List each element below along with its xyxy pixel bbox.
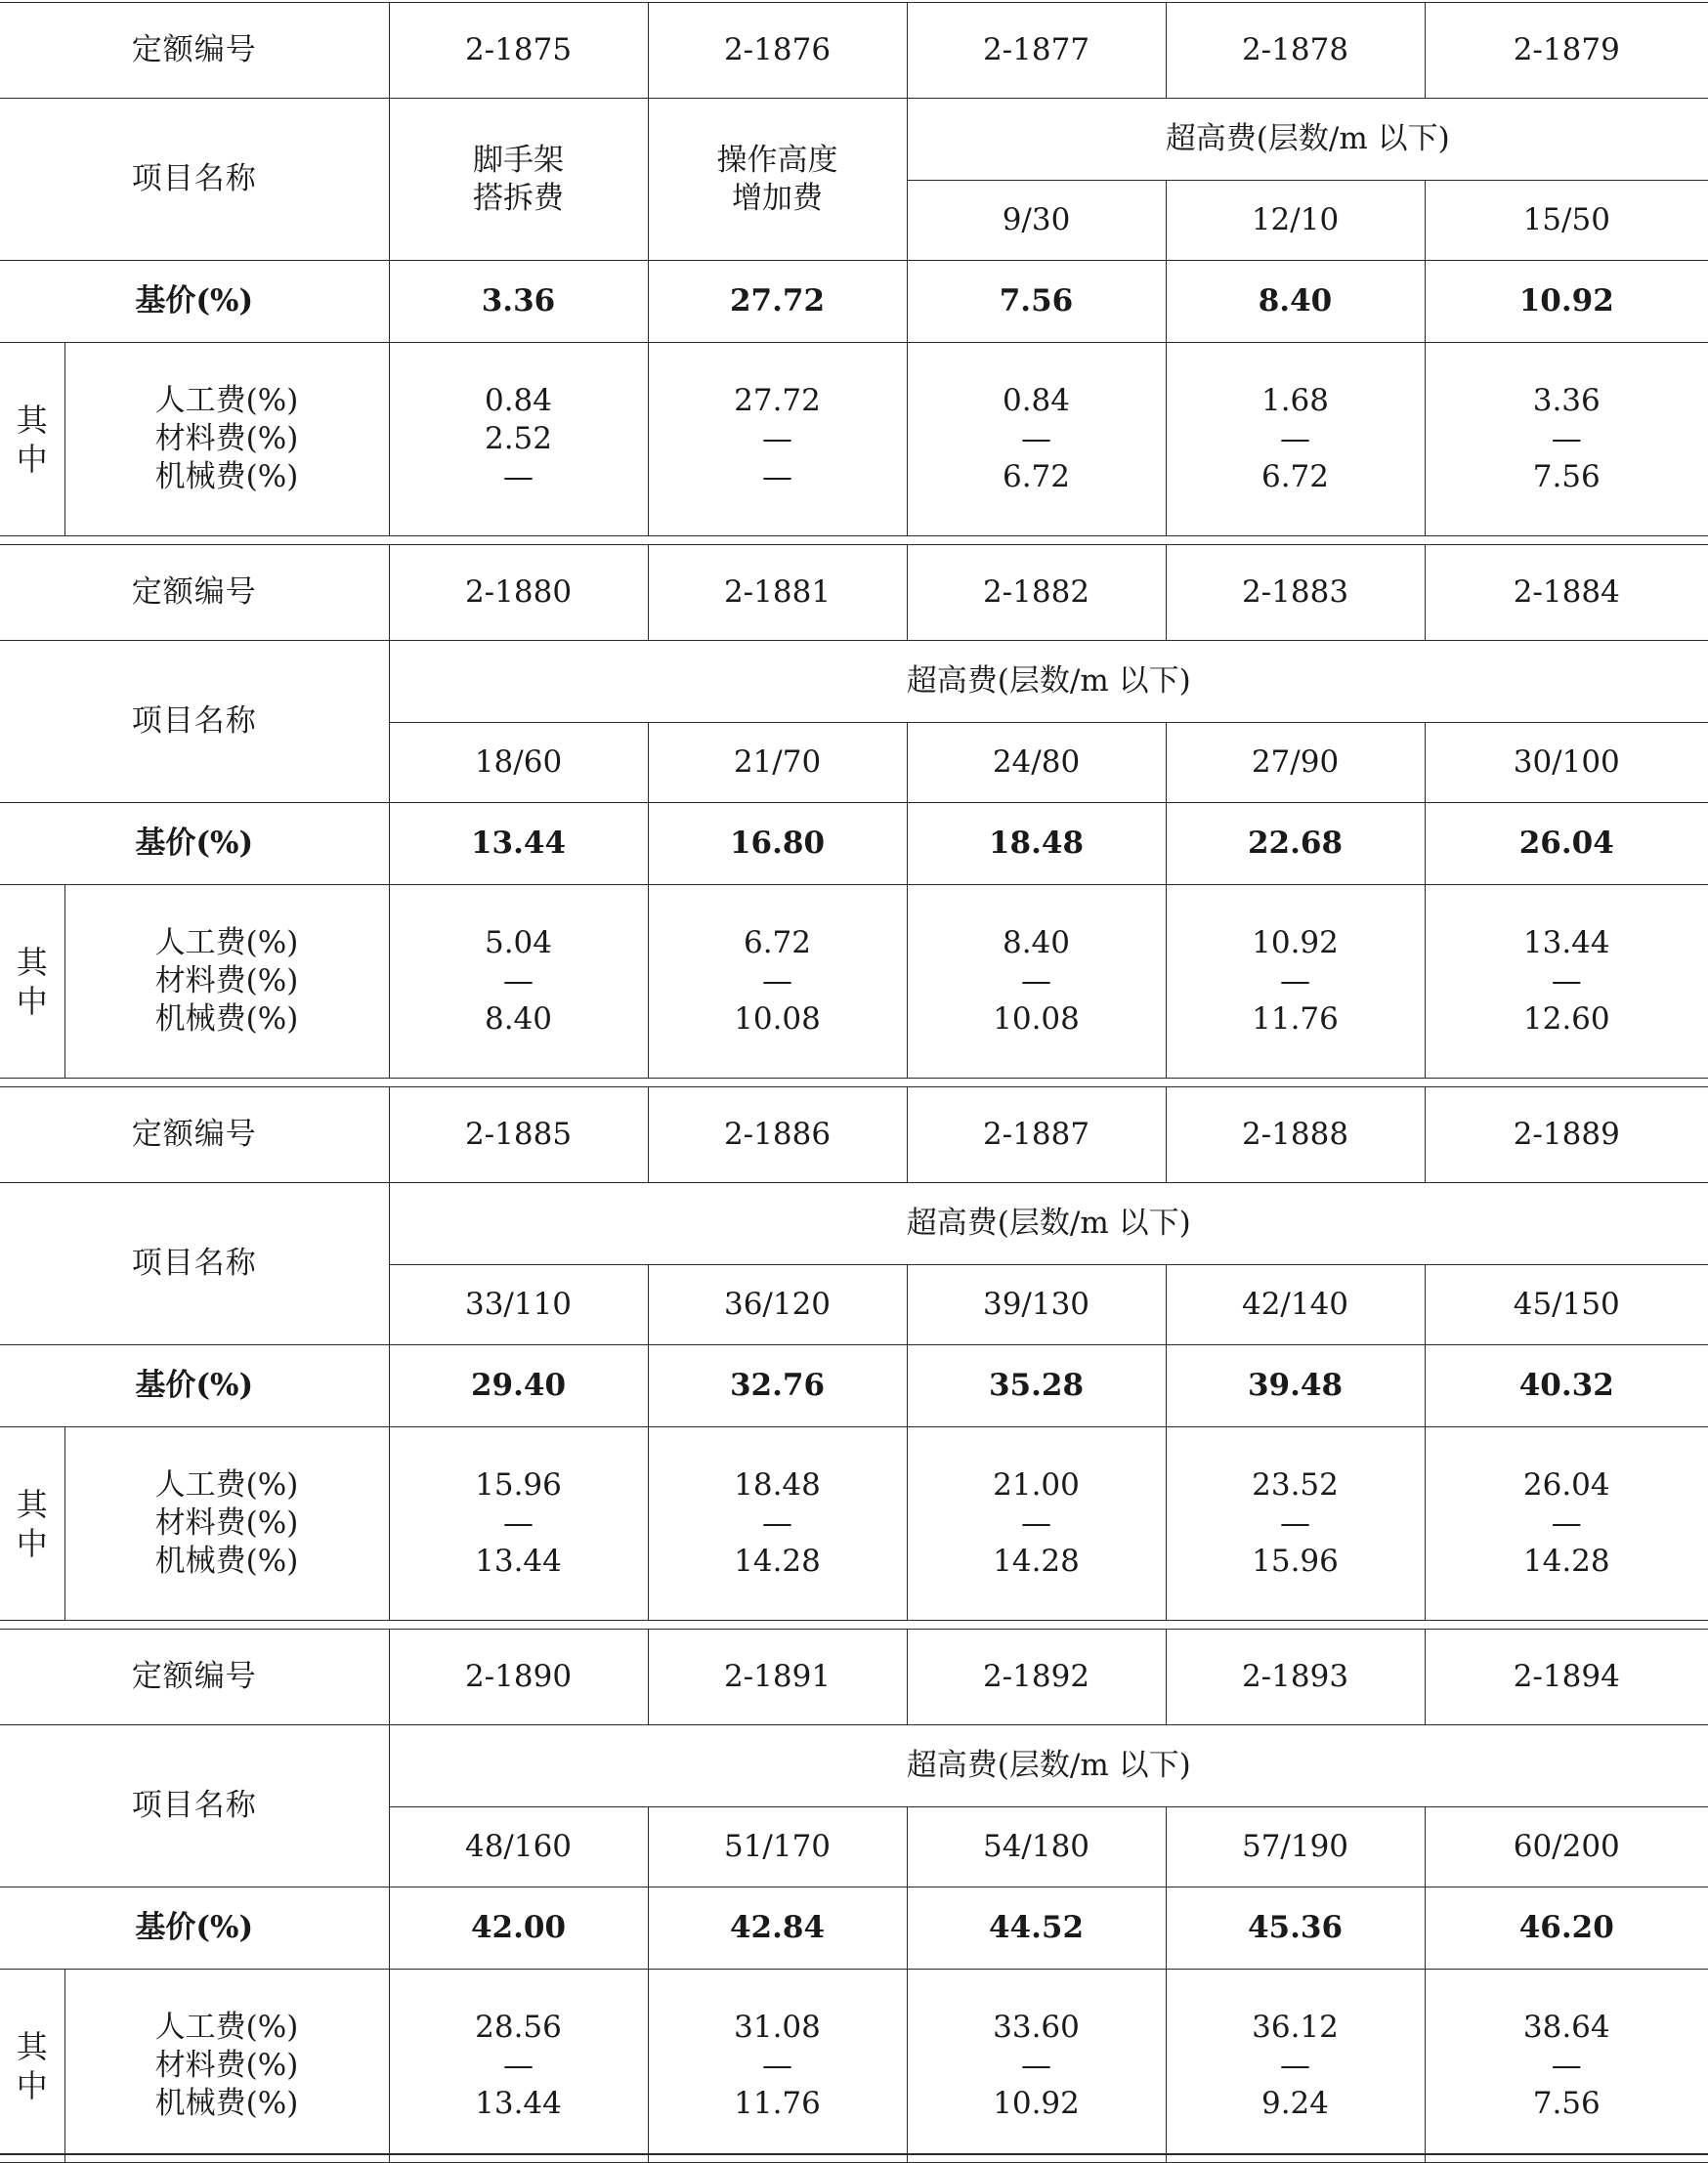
labor-cost-value: 8.40 <box>908 924 1166 962</box>
of-which-char: 其 <box>0 401 64 440</box>
base-price-row <box>0 1887 1708 1970</box>
cost-component-labels <box>64 885 389 1079</box>
base-price-label: 基价(%) <box>0 803 389 885</box>
machine-cost-value: 10.08 <box>908 1000 1166 1039</box>
labor-cost-value: 27.72 <box>649 382 907 420</box>
machine-cost-value: 13.44 <box>390 1543 648 1581</box>
machine-cost-value: — <box>649 458 907 496</box>
cost-breakdown-cell <box>389 1970 648 2163</box>
item-name-label: 项目名称 <box>0 1725 389 1887</box>
cost-breakdown-cell <box>907 885 1166 1079</box>
cost-breakdown-cell <box>1425 343 1708 536</box>
material-cost-value: 2.52 <box>390 420 648 458</box>
base-price-cell: 39.48 <box>1166 1345 1425 1427</box>
floor-height-subheader: 24/80 <box>907 723 1166 803</box>
labor-cost-value: 38.64 <box>1426 2009 1708 2047</box>
machine-cost-value: 8.40 <box>390 1000 648 1039</box>
of-which-char: 其 <box>0 1485 64 1524</box>
machine-cost-value: 14.28 <box>1426 1543 1708 1581</box>
base-price-cell: 32.76 <box>648 1345 907 1427</box>
floor-height-subheader: 48/160 <box>389 1807 648 1887</box>
quota-section-table <box>0 1086 1708 1621</box>
base-price-label: 基价(%) <box>0 1887 389 1970</box>
material-cost-value: — <box>390 962 648 1000</box>
base-price-cell: 18.48 <box>907 803 1166 885</box>
labor-cost-value: 31.08 <box>649 2009 907 2047</box>
super-height-group-header: 超高费(层数/m 以下) <box>389 1183 1708 1265</box>
quota-code-cell: 2-1887 <box>907 1087 1166 1183</box>
quota-code-cell: 2-1881 <box>648 545 907 641</box>
of-which-char: 中 <box>0 2066 64 2105</box>
quota-code-row <box>0 545 1708 641</box>
cost-component-label: 机械费(%) <box>65 1000 389 1039</box>
quota-code-cell: 2-1884 <box>1425 545 1708 641</box>
item-name-label: 项目名称 <box>0 1183 389 1345</box>
base-price-cell: 45.36 <box>1166 1887 1425 1970</box>
material-cost-value: — <box>908 1505 1166 1543</box>
material-cost-value: — <box>908 962 1166 1000</box>
cost-breakdown-cell <box>648 1970 907 2163</box>
cost-component-label: 材料费(%) <box>65 420 389 458</box>
of-which-label <box>0 885 64 1079</box>
material-cost-value: — <box>1167 962 1425 1000</box>
of-which-char: 中 <box>0 1524 64 1563</box>
base-price-cell: 42.00 <box>389 1887 648 1970</box>
cost-breakdown-cell <box>389 885 648 1079</box>
item-name-line: 脚手架 <box>390 142 648 180</box>
base-price-cell: 13.44 <box>389 803 648 885</box>
item-name-row <box>0 641 1708 723</box>
material-cost-value: — <box>1167 420 1425 458</box>
machine-cost-value: 12.60 <box>1426 1000 1708 1039</box>
quota-code-cell: 2-1878 <box>1166 3 1425 99</box>
cost-component-label: 人工费(%) <box>65 2009 389 2047</box>
quota-code-cell: 2-1879 <box>1425 3 1708 99</box>
cost-component-label: 材料费(%) <box>65 2047 389 2085</box>
machine-cost-value: 11.76 <box>649 2085 907 2123</box>
super-height-group-header: 超高费(层数/m 以下) <box>389 1725 1708 1807</box>
labor-cost-value: 36.12 <box>1167 2009 1425 2047</box>
quota-code-cell: 2-1892 <box>907 1630 1166 1725</box>
cost-breakdown-cell <box>389 343 648 536</box>
material-cost-value: — <box>1426 962 1708 1000</box>
base-price-cell: 8.40 <box>1166 261 1425 343</box>
base-price-label: 基价(%) <box>0 261 389 343</box>
material-cost-value: — <box>390 1505 648 1543</box>
base-price-cell: 42.84 <box>648 1887 907 1970</box>
material-cost-value: — <box>1167 1505 1425 1543</box>
base-price-cell: 27.72 <box>648 261 907 343</box>
labor-cost-value: 13.44 <box>1426 924 1708 962</box>
of-which-label <box>0 1970 64 2163</box>
super-height-group-header: 超高费(层数/m 以下) <box>907 99 1708 181</box>
cost-breakdown-row <box>0 1427 1708 1621</box>
cost-component-labels <box>64 1427 389 1621</box>
floor-height-subheader: 21/70 <box>648 723 907 803</box>
labor-cost-value: 1.68 <box>1167 382 1425 420</box>
quota-code-cell: 2-1885 <box>389 1087 648 1183</box>
cost-breakdown-row <box>0 885 1708 1079</box>
floor-height-subheader: 57/190 <box>1166 1807 1425 1887</box>
item-name-cell <box>389 99 648 261</box>
quota-code-cell: 2-1894 <box>1425 1630 1708 1725</box>
labor-cost-value: 0.84 <box>908 382 1166 420</box>
cost-breakdown-cell <box>648 343 907 536</box>
cost-breakdown-cell <box>907 1970 1166 2163</box>
base-price-cell: 10.92 <box>1425 261 1708 343</box>
of-which-label <box>0 1427 64 1621</box>
floor-height-subheader: 39/130 <box>907 1265 1166 1345</box>
quota-code-cell: 2-1876 <box>648 3 907 99</box>
floor-height-subheader: 27/90 <box>1166 723 1425 803</box>
base-price-cell: 22.68 <box>1166 803 1425 885</box>
base-price-cell: 29.40 <box>389 1345 648 1427</box>
labor-cost-value: 5.04 <box>390 924 648 962</box>
floor-height-subheader: 12/10 <box>1166 181 1425 261</box>
quota-code-cell: 2-1883 <box>1166 545 1425 641</box>
super-height-group-header: 超高费(层数/m 以下) <box>389 641 1708 723</box>
machine-cost-value: 6.72 <box>1167 458 1425 496</box>
quota-code-cell: 2-1880 <box>389 545 648 641</box>
labor-cost-value: 15.96 <box>390 1466 648 1505</box>
labor-cost-value: 33.60 <box>908 2009 1166 2047</box>
machine-cost-value: — <box>390 458 648 496</box>
quota-code-row <box>0 1630 1708 1725</box>
base-price-row <box>0 261 1708 343</box>
quota-code-label: 定额编号 <box>0 1630 389 1725</box>
quota-code-cell: 2-1890 <box>389 1630 648 1725</box>
machine-cost-value: 9.24 <box>1167 2085 1425 2123</box>
cost-component-labels <box>64 343 389 536</box>
floor-height-subheader: 60/200 <box>1425 1807 1708 1887</box>
base-price-row <box>0 1345 1708 1427</box>
labor-cost-value: 23.52 <box>1167 1466 1425 1505</box>
quota-code-row <box>0 3 1708 99</box>
machine-cost-value: 15.96 <box>1167 1543 1425 1581</box>
cost-component-label: 机械费(%) <box>65 2085 389 2123</box>
cost-component-label: 人工费(%) <box>65 1466 389 1505</box>
material-cost-value: — <box>649 962 907 1000</box>
machine-cost-value: 10.08 <box>649 1000 907 1039</box>
machine-cost-value: 14.28 <box>649 1543 907 1581</box>
floor-height-subheader: 42/140 <box>1166 1265 1425 1345</box>
base-price-cell: 7.56 <box>907 261 1166 343</box>
item-name-row <box>0 1725 1708 1807</box>
base-price-cell: 35.28 <box>907 1345 1166 1427</box>
cost-breakdown-cell <box>648 1427 907 1621</box>
labor-cost-value: 6.72 <box>649 924 907 962</box>
quota-code-label: 定额编号 <box>0 1087 389 1183</box>
base-price-cell: 16.80 <box>648 803 907 885</box>
quota-code-cell: 2-1893 <box>1166 1630 1425 1725</box>
floor-height-subheader: 51/170 <box>648 1807 907 1887</box>
of-which-char: 中 <box>0 440 64 479</box>
cost-breakdown-cell <box>1166 885 1425 1079</box>
quota-code-label: 定额编号 <box>0 3 389 99</box>
labor-cost-value: 28.56 <box>390 2009 648 2047</box>
item-name-label: 项目名称 <box>0 99 389 261</box>
base-price-cell: 3.36 <box>389 261 648 343</box>
of-which-label <box>0 343 64 536</box>
machine-cost-value: 7.56 <box>1426 458 1708 496</box>
quota-code-cell: 2-1877 <box>907 3 1166 99</box>
item-name-cell <box>648 99 907 261</box>
floor-height-subheader: 9/30 <box>907 181 1166 261</box>
item-name-line: 增加费 <box>649 180 907 218</box>
floor-height-subheader: 33/110 <box>389 1265 648 1345</box>
item-name-row <box>0 1183 1708 1265</box>
base-price-cell: 26.04 <box>1425 803 1708 885</box>
material-cost-value: — <box>1426 2047 1708 2085</box>
material-cost-value: — <box>649 420 907 458</box>
quota-code-cell: 2-1886 <box>648 1087 907 1183</box>
machine-cost-value: 10.92 <box>908 2085 1166 2123</box>
cost-breakdown-cell <box>907 343 1166 536</box>
floor-height-subheader: 18/60 <box>389 723 648 803</box>
machine-cost-value: 11.76 <box>1167 1000 1425 1039</box>
quota-code-cell: 2-1891 <box>648 1630 907 1725</box>
labor-cost-value: 26.04 <box>1426 1466 1708 1505</box>
quota-code-cell: 2-1875 <box>389 3 648 99</box>
of-which-char: 其 <box>0 943 64 982</box>
quota-code-cell: 2-1882 <box>907 545 1166 641</box>
of-which-char: 其 <box>0 2027 64 2066</box>
machine-cost-value: 13.44 <box>390 2085 648 2123</box>
material-cost-value: — <box>649 2047 907 2085</box>
cost-component-label: 机械费(%) <box>65 458 389 496</box>
cost-breakdown-cell <box>1166 343 1425 536</box>
cost-component-labels <box>64 1970 389 2163</box>
cost-breakdown-row <box>0 1970 1708 2163</box>
cost-breakdown-cell <box>648 885 907 1079</box>
item-name-line: 操作高度 <box>649 142 907 180</box>
floor-height-subheader: 15/50 <box>1425 181 1708 261</box>
material-cost-value: — <box>649 1505 907 1543</box>
cost-component-label: 机械费(%) <box>65 1543 389 1581</box>
quota-code-cell: 2-1888 <box>1166 1087 1425 1183</box>
cost-component-label: 材料费(%) <box>65 962 389 1000</box>
quota-section-table <box>0 544 1708 1079</box>
cost-breakdown-cell <box>1166 1427 1425 1621</box>
quota-code-label: 定额编号 <box>0 545 389 641</box>
quota-code-cell: 2-1889 <box>1425 1087 1708 1183</box>
labor-cost-value: 0.84 <box>390 382 648 420</box>
cost-breakdown-cell <box>1425 1970 1708 2163</box>
material-cost-value: — <box>908 2047 1166 2085</box>
floor-height-subheader: 36/120 <box>648 1265 907 1345</box>
item-name-line: 搭拆费 <box>390 180 648 218</box>
cost-component-label: 人工费(%) <box>65 382 389 420</box>
machine-cost-value: 6.72 <box>908 458 1166 496</box>
labor-cost-value: 21.00 <box>908 1466 1166 1505</box>
material-cost-value: — <box>390 2047 648 2085</box>
quota-code-row <box>0 1087 1708 1183</box>
material-cost-value: — <box>1426 420 1708 458</box>
floor-height-subheader: 45/150 <box>1425 1265 1708 1345</box>
labor-cost-value: 10.92 <box>1167 924 1425 962</box>
labor-cost-value: 18.48 <box>649 1466 907 1505</box>
material-cost-value: — <box>1167 2047 1425 2085</box>
machine-cost-value: 7.56 <box>1426 2085 1708 2123</box>
quota-section-table <box>0 1629 1708 2163</box>
cost-breakdown-cell <box>1425 885 1708 1079</box>
item-name-label: 项目名称 <box>0 641 389 803</box>
of-which-char: 中 <box>0 982 64 1021</box>
item-name-row <box>0 99 1708 181</box>
cost-component-label: 材料费(%) <box>65 1505 389 1543</box>
base-price-label: 基价(%) <box>0 1345 389 1427</box>
floor-height-subheader: 30/100 <box>1425 723 1708 803</box>
cost-component-label: 人工费(%) <box>65 924 389 962</box>
base-price-cell: 40.32 <box>1425 1345 1708 1427</box>
base-price-cell: 44.52 <box>907 1887 1166 1970</box>
machine-cost-value: 14.28 <box>908 1543 1166 1581</box>
quota-section-table <box>0 2 1708 536</box>
cost-breakdown-cell <box>907 1427 1166 1621</box>
cost-breakdown-cell <box>1166 1970 1425 2163</box>
material-cost-value: — <box>908 420 1166 458</box>
floor-height-subheader: 54/180 <box>907 1807 1166 1887</box>
cost-breakdown-cell <box>1425 1427 1708 1621</box>
labor-cost-value: 3.36 <box>1426 382 1708 420</box>
base-price-cell: 46.20 <box>1425 1887 1708 1970</box>
base-price-row <box>0 803 1708 885</box>
material-cost-value: — <box>1426 1505 1708 1543</box>
cost-breakdown-row <box>0 343 1708 536</box>
cost-breakdown-cell <box>389 1427 648 1621</box>
